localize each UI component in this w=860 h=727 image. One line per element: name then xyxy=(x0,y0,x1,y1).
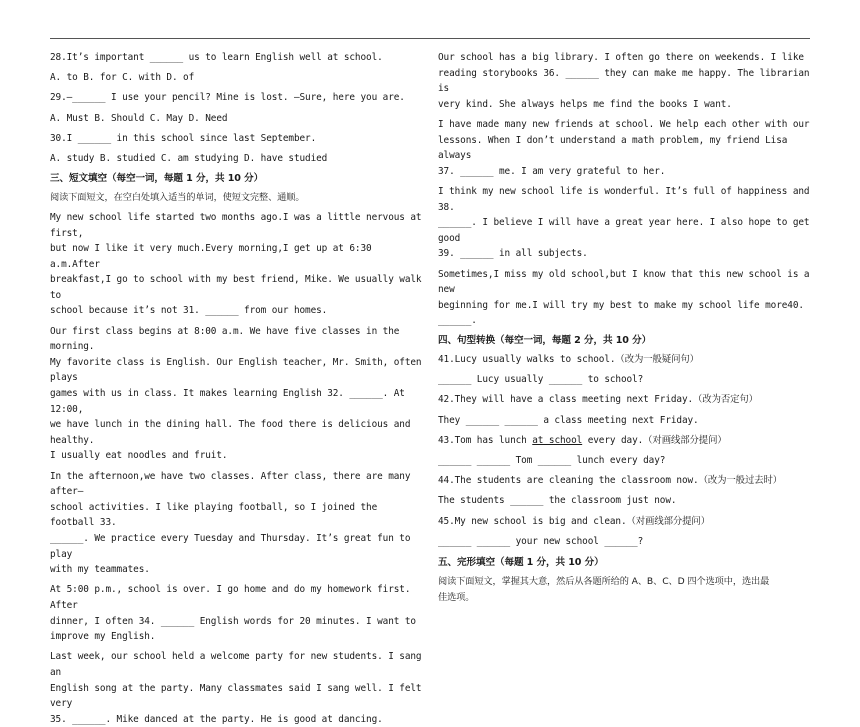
question-44-answer-line: The students ______ the classroom just now. xyxy=(438,495,677,507)
text-line: 39. ______ in all subjects. xyxy=(438,248,588,260)
text-line: ______. We practice every Tuesday and Thursday. It’s great fun to play xyxy=(50,532,411,560)
text-line: 37. ______ me. I am very grateful to her. xyxy=(438,165,666,177)
text-line: 佳选项。 xyxy=(438,591,475,603)
text-line: ______. I believe I will have a great year here. I also hope to get good xyxy=(438,217,810,244)
question-43-underlined-phrase: at school xyxy=(532,434,583,446)
text-line: school activities. I like playing football, so I joined the football 33. xyxy=(50,501,378,529)
question-29-options: A. Must B. Should C. May D. Need xyxy=(50,112,228,124)
text-line: I usually eat noodles and fruit. xyxy=(50,450,228,462)
text-line: very kind. She always helps me find the books I want. xyxy=(438,98,732,110)
text-line: with my teammates. xyxy=(50,564,150,576)
section-3-instructions: 阅读下面短文，在空白处填入适当的单词，使短文完整、通顺。 xyxy=(50,191,305,203)
question-42: 42.They will have a class meeting next Friday.（改为否定句） xyxy=(438,394,758,406)
question-45-answer-line: ______ ______ your new school ______? xyxy=(438,535,644,547)
question-28-options: A. to B. for C. with D. of xyxy=(50,72,195,84)
passage-paragraph-1 xyxy=(50,210,426,319)
text-line: school because it’s not 31. ______ from our homes. xyxy=(50,305,328,317)
question-43-answer-line: ______ ______ Tom ______ lunch every day? xyxy=(438,455,666,466)
text-line: improve my English. xyxy=(50,631,156,643)
right-column xyxy=(438,50,810,605)
passage-paragraph-3 xyxy=(50,469,426,578)
question-30: 30.I ______ in this school since last September. xyxy=(50,132,317,144)
question-41: 41.Lucy usually walks to school.（改为一般疑问句） xyxy=(438,354,699,366)
text-line: I have made many new friends at school. We help each other with our xyxy=(438,118,810,130)
text-line: dinner, I often 34. ______ English words for 20 minutes. I want to xyxy=(50,615,416,627)
text-line: lessons. When I don’t understand a math problem, my friend Lisa always xyxy=(438,134,788,162)
text-line: we have lunch in the dining hall. The food there is delicious and healthy. xyxy=(50,419,411,446)
text-line: 35. ______. Mike danced at the party. He is good at dancing. xyxy=(50,713,383,725)
left-column xyxy=(50,50,426,727)
section-5-instructions xyxy=(438,574,810,605)
passage-paragraph-5 xyxy=(50,649,426,727)
text-line: My new school life started two months ago.I was a little nervous at first, xyxy=(50,211,422,239)
section-3-title: 三、短文填空（每空一词，每题 1 分，共 10 分） xyxy=(50,173,264,185)
section-4-title: 四、句型转换（每空一词，每题 2 分，共 10 分） xyxy=(438,335,652,347)
question-30-options: A. study B. studied C. am studying D. have studied xyxy=(50,152,328,164)
text-line: 阅读下面短文，掌握其大意，然后从各题所给的 A、B、C、D 四个选项中，选出最 xyxy=(438,575,770,587)
text-line: games with us in class. It makes learning English 32. ______. At 12:00, xyxy=(50,388,405,415)
question-43-text-after: every day.（对画线部分提问） xyxy=(582,434,727,446)
text-line: Our first class begins at 8:00 a.m. We have five classes in the morning. xyxy=(50,325,400,353)
passage-paragraph-4 xyxy=(50,582,426,644)
question-42-answer-line: They ______ ______ a class meeting next Friday. xyxy=(438,414,699,426)
question-43-text-before: 43.Tom has lunch xyxy=(438,434,533,446)
text-line: beginning for me.I will try my best to make my school life more40. ______. xyxy=(438,299,804,327)
passage-paragraph-6 xyxy=(438,50,810,112)
text-line: In the afternoon,we have two classes. After class, there are many after— xyxy=(50,470,411,498)
text-line: English song at the party. Many classmates said I sang well. I felt very xyxy=(50,682,422,710)
passage-paragraph-2 xyxy=(50,324,426,464)
text-line: Our school has a big library. I often go there on weekends. I like xyxy=(438,52,804,63)
text-line: My favorite class is English. Our English teacher, Mr. Smith, often plays xyxy=(50,356,422,384)
section-5-title: 五、完形填空（每题 1 分，共 10 分） xyxy=(438,557,604,569)
text-line: reading storybooks 36. ______ they can make me happy. The librarian is xyxy=(438,67,810,95)
text-line: but now I like it very much.Every morning,I get up at 6:30 a.m.After xyxy=(50,243,372,270)
text-line: At 5:00 p.m., school is over. I go home and do my homework first. After xyxy=(50,584,411,611)
text-line: I think my new school life is wonderful. It’s full of happiness and 38. xyxy=(438,185,810,213)
text-line: Sometimes,I miss my old school,but I know that this new school is a new xyxy=(438,268,810,296)
question-45: 45.My new school is big and clean.（对画线部分提问） xyxy=(438,515,710,527)
question-44: 44.The students are cleaning the classroom now.（改为一般过去时） xyxy=(438,475,783,487)
passage-paragraph-9 xyxy=(438,267,810,329)
text-line: Last week, our school held a welcome party for new students. I sang an xyxy=(50,651,422,678)
passage-paragraph-7 xyxy=(438,117,810,179)
question-29: 29.—______ I use your pencil? Mine is lost. —Sure, here you are. xyxy=(50,92,405,104)
question-43 xyxy=(438,433,810,449)
question-41-answer-line: ______ Lucy usually ______ to school? xyxy=(438,374,644,386)
passage-paragraph-8 xyxy=(438,184,810,262)
header-rule xyxy=(50,38,810,39)
text-line: breakfast,I go to school with my best friend, Mike. We usually walk to xyxy=(50,274,422,301)
question-28: 28.It’s important ______ us to learn English well at school. xyxy=(50,52,383,63)
